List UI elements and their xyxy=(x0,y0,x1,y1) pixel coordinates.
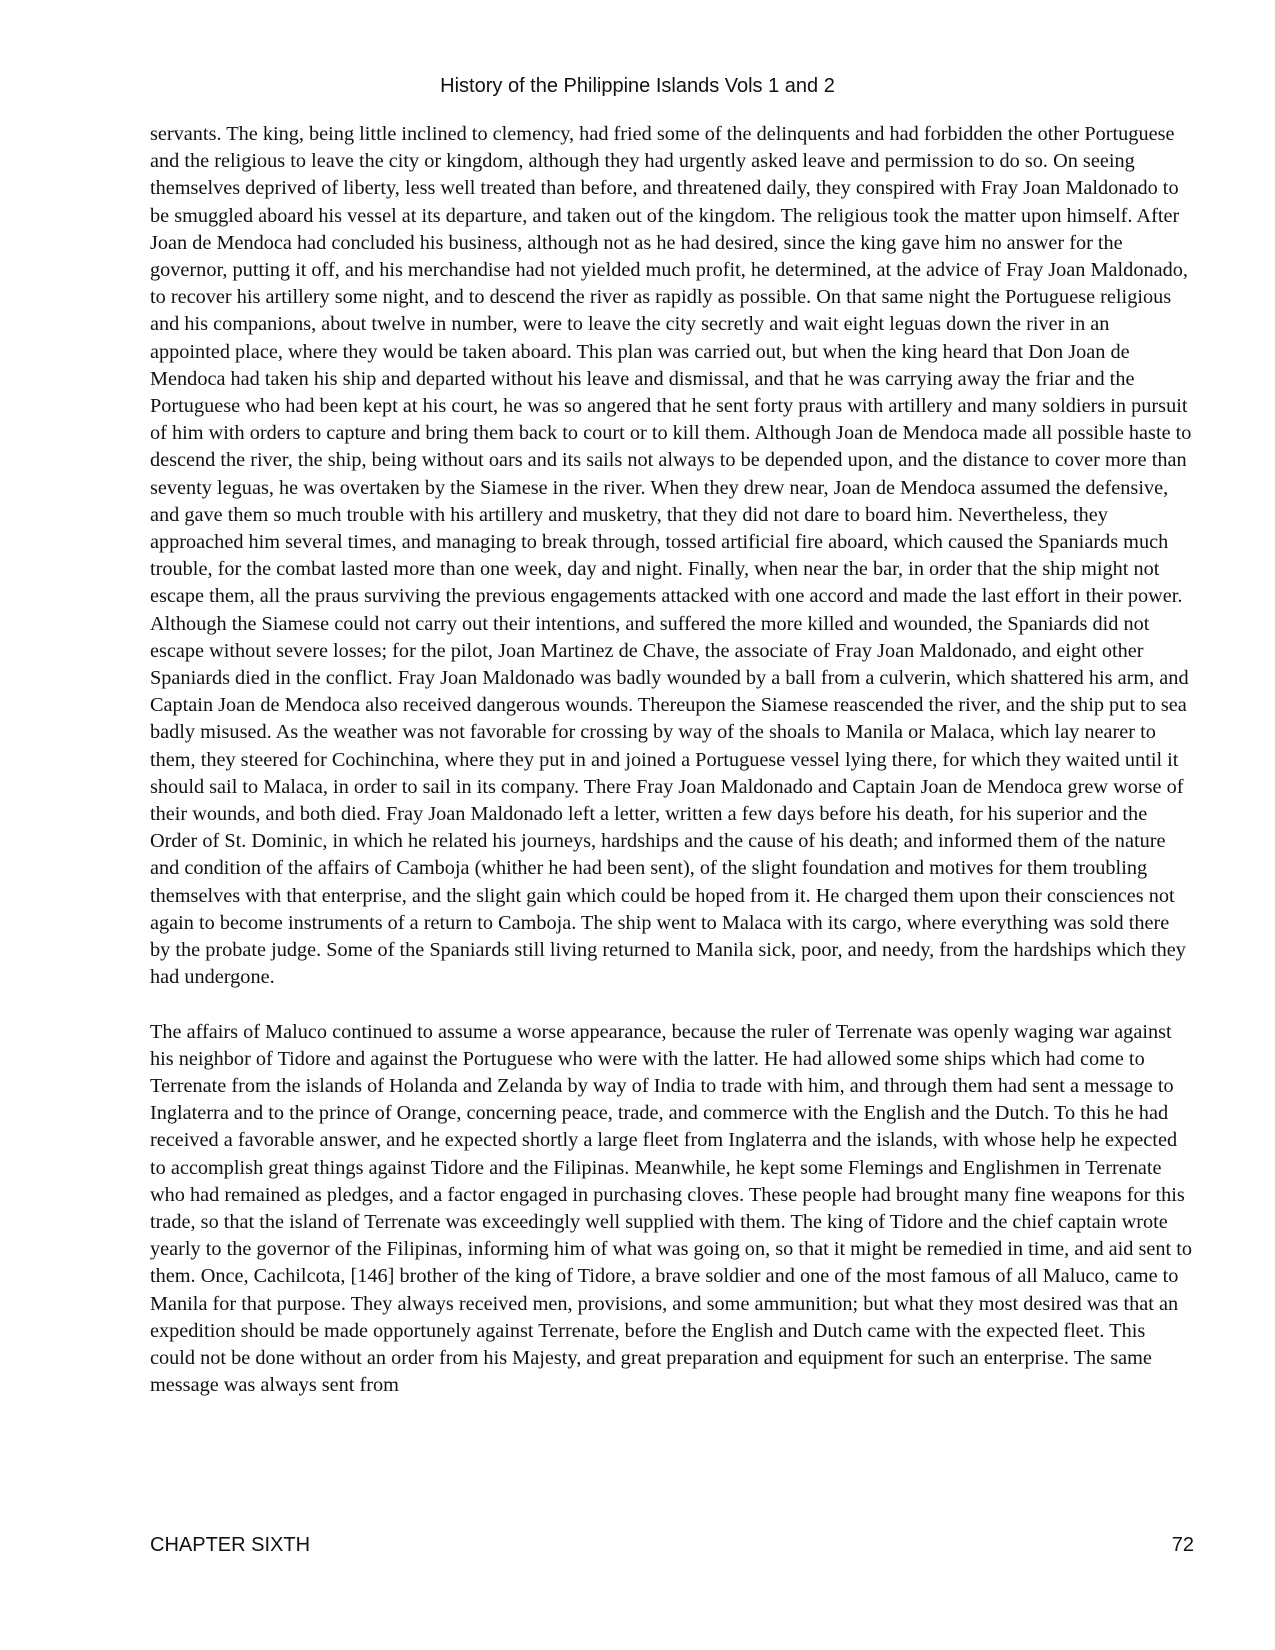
chapter-label: CHAPTER SIXTH xyxy=(150,1534,311,1556)
body-text xyxy=(150,121,1194,1399)
running-footer xyxy=(150,1532,1194,1558)
paragraph-2: The affairs of Maluco continued to assume a worse appearance, because the ruler of Terrenate was openly waging war against his neighbor of Tidore and against the Portuguese who were with the latter. He had allowed some ships which had come to Terrenate from the islands of Holanda and Zelanda by way of India to trade with him, and through them had sent a message to Inglaterra and to the prince of Orange, concerning peace, trade, and commerce with the English and the Dutch. To this he had received a favorable answer, and he expected shortly a large fleet from Inglaterra and the islands, with whose help he expected to accomplish great things against Tidore and the Filipinas. Meanwhile, he kept some Flemings and Englishmen in Terrenate who had remained as pledges, and a factor engaged in purchasing cloves. These people had brought many fine weapons for this trade, so that the island of Terrenate was exceedingly well supplied with them. The king of Tidore and the chief captain wrote yearly to the governor of the Filipinas, informing him of what was going on, so that it might be remedied in time, and aid sent to them. Once, Cachilcota, [146] brother of the king of Tidore, a brave soldier and one of the most famous of all Maluco, came to Manila for that purpose. They always received men, provisions, and some ammunition; but what they most desired was that an expedition should be made opportunely against Terrenate, before the English and Dutch came with the expected fleet. This could not be done without an order from his Majesty, and great preparation and equipment for such an enterprise. The same message was always sent from xyxy=(150,1020,1193,1397)
page-number: 72 xyxy=(1171,1534,1194,1556)
book-title: History of the Philippine Islands Vols 1 and 2 xyxy=(440,75,835,97)
paragraph-1: servants. The king, being little inclined to clemency, had fried some of the delinquents and had forbidden the other Portuguese and the religious to leave the city or kingdom, although they had urgently asked leave and permission to do so. On seeing themselves deprived of liberty, less well treated than before, and threatened daily, they conspired with Fray Joan Maldonado to be smuggled aboard his vessel at its departure, and taken out of the kingdom. The religious took the matter upon himself. After Joan de Mendoca had concluded his business, although not as he had desired, since the king gave him no answer for the governor, putting it off, and his merchandise had not yielded much profit, he determined, at the advice of Fray Joan Maldonado, to recover his artillery some night, and to descend the river as rapidly as possible. On that same night the Portuguese religious and his companions, about twelve in number, were to leave the city secretly and wait eight leguas down the river in an appointed place, where they would be taken aboard. This plan was carried out, but when the king heard that Don Joan de Mendoca had taken his ship and departed without his leave and dismissal, and that he was carrying away the friar and the Portuguese who had been kept at his court, he was so angered that he sent forty praus with artillery and many soldiers in pursuit of him with orders to capture and bring them back to court or to kill them. Although Joan de Mendoca made all possible haste to descend the river, the ship, being without oars and its sails not always to be depended upon, and the distance to cover more than seventy leguas, he was overtaken by the Siamese in the river. When they drew near, Joan de Mendoca assumed the defensive, and gave them so much trouble with his artillery and musketry, that they did not dare to board him. Nevertheless, they approached him several times, and managing to break through, tossed artificial fire aboard, which caused the Spaniards much trouble, for the combat lasted more than one week, day and night. Finally, when near the bar, in order that the ship might not escape them, all the praus surviving the previous engagements attacked with one accord and made the last effort in their power. Although the Siamese could not carry out their intentions, and suffered the more killed and wounded, the Spaniards did not escape without severe losses; for the pilot, Joan Martinez de Chave, the associate of Fray Joan Maldonado, and eight other Spaniards died in the conflict. Fray Joan Maldonado was badly wounded by a ball from a culverin, which shattered his arm, and Captain Joan de Mendoca also received dangerous wounds. Thereupon the Siamese reascended the river, and the ship put to sea badly misused. As the weather was not favorable for crossing by way of the shoals to Manila or Malaca, which lay nearer to them, they steered for Cochinchina, where they put in and joined a Portuguese vessel lying there, for which they waited until it should sail to Malaca, in order to sail in its company. There Fray Joan Maldonado and Captain Joan de Mendoca grew worse of their wounds, and both died. Fray Joan Maldonado left a letter, written a few days before his death, for his superior and the Order of St. Dominic, in which he related his journeys, hardships and the cause of his death; and informed them of the nature and condition of the affairs of Camboja (whither he had been sent), of the slight foundation and motives for them troubling themselves with that enterprise, and the slight gain which could be hoped from it. He charged them upon their consciences not again to become instruments of a return to Camboja. The ship went to Malaca with its cargo, where everything was sold there by the probate judge. Some of the Spaniards still living returned to Manila sick, poor, and needy, from the hardships which they had undergone. xyxy=(150,123,1192,989)
running-header xyxy=(0,73,1275,99)
